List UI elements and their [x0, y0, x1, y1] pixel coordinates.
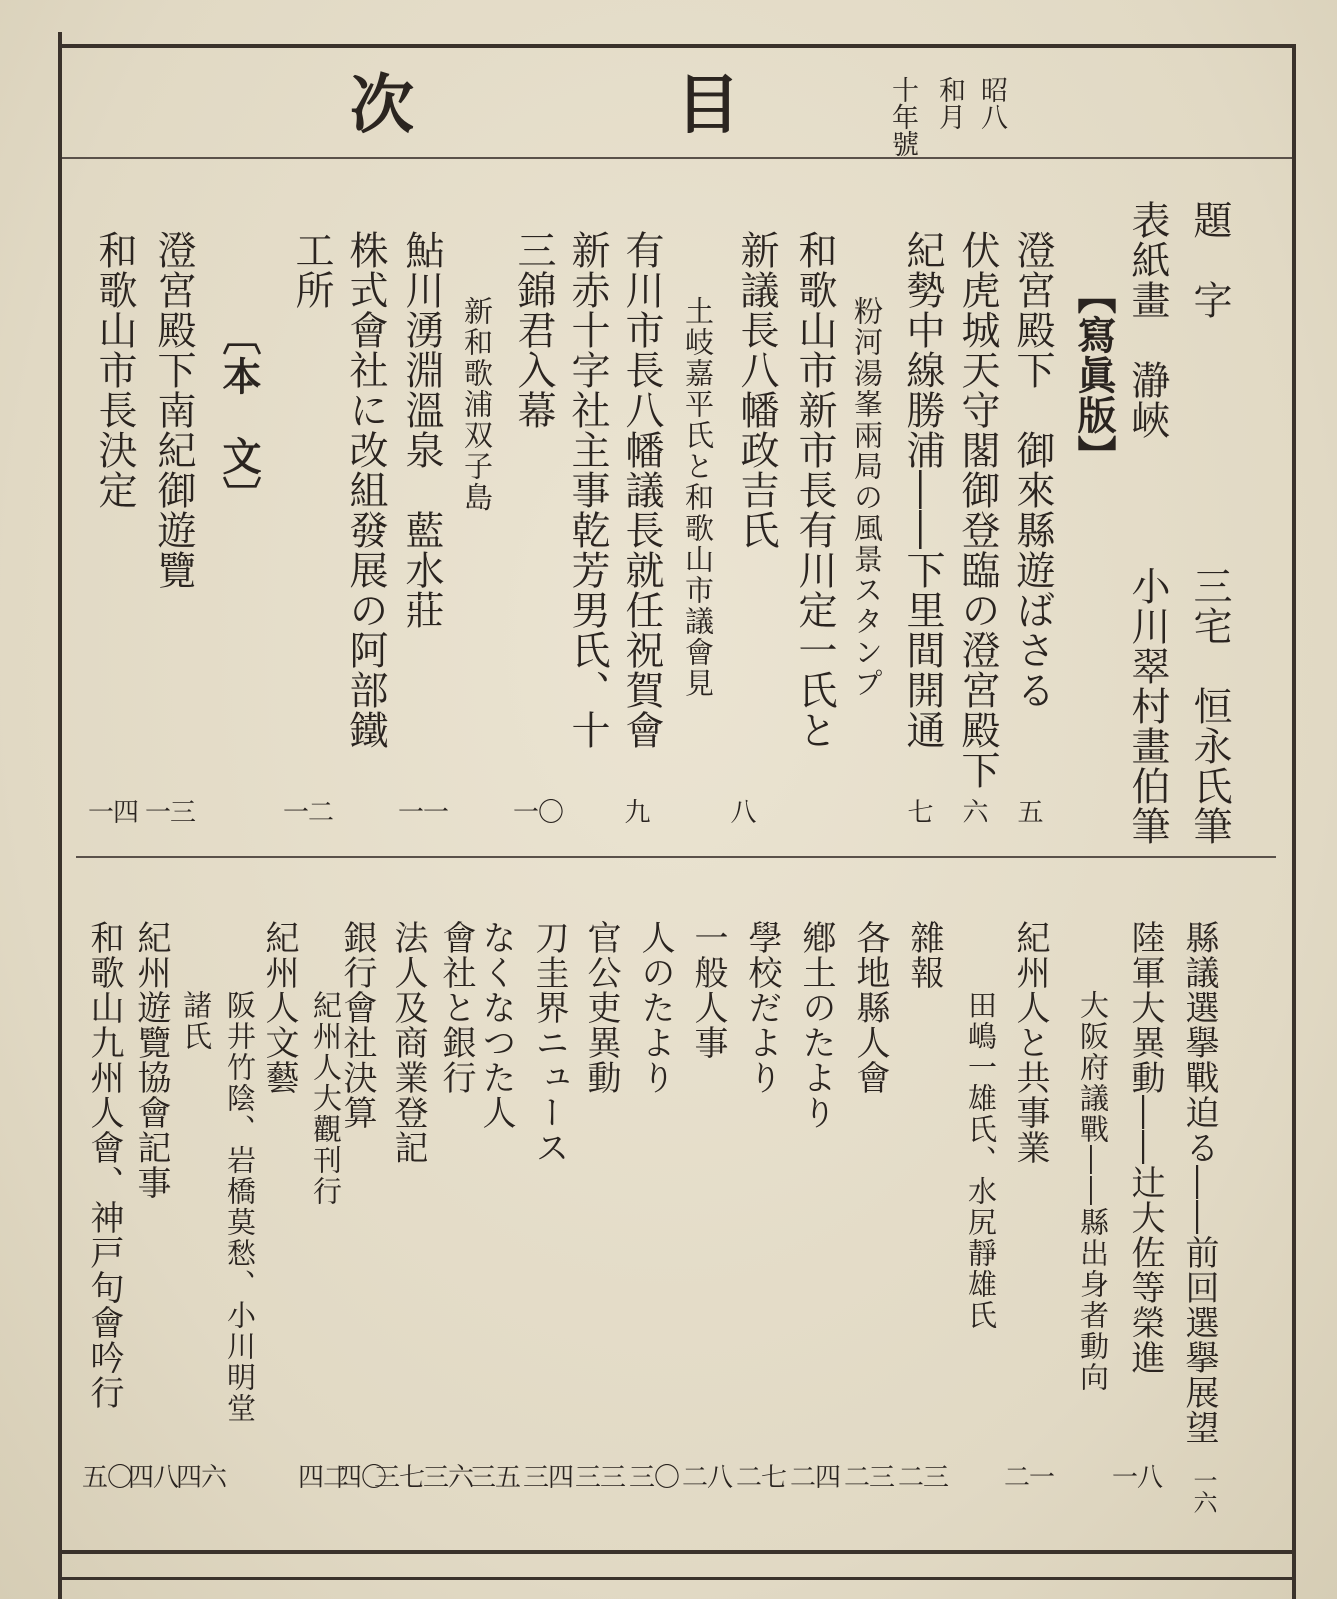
toc-entry[interactable]: 諸氏 — [179, 990, 213, 1052]
page-number: 一二 — [283, 798, 334, 828]
toc-entry[interactable]: 陸軍大異動――辻大佐等榮進 — [1125, 920, 1165, 1375]
toc-entry[interactable]: 土岐嘉平氏と和歌山市議會見 — [681, 296, 715, 699]
toc-entry[interactable]: 粉河湯峯兩局の風景スタンプ — [850, 296, 884, 699]
toc-entry[interactable]: 銀行會社決算 — [337, 920, 377, 1130]
page-number: 五〇 — [82, 1463, 133, 1493]
toc-entry[interactable]: 紀勢中線勝浦――下里間開通 — [900, 230, 945, 750]
toc-entry-author: 三宅 恒永氏筆 — [1187, 566, 1232, 846]
toc-entry[interactable]: 紀州遊覽協會記事 — [131, 920, 171, 1200]
page-number: 三〇 — [629, 1463, 680, 1493]
page-number: 四六 — [176, 1463, 227, 1493]
toc-entry[interactable]: 株式會社に改組發展の阿部鐵 — [343, 230, 388, 750]
page-number: 二三 — [898, 1463, 949, 1493]
toc-entry[interactable]: 有川市長八幡議長就任祝賀會 — [619, 230, 664, 750]
page-number: 三七 — [374, 1463, 425, 1493]
page-number: 一三 — [145, 798, 196, 828]
toc-entry[interactable]: 紀州人と共事業 — [1010, 920, 1050, 1165]
toc-entry[interactable]: 法人及商業登記 — [388, 920, 428, 1165]
page-number: 一一 — [398, 798, 449, 828]
toc-entry[interactable]: 澄宮殿下南紀御遊覽 — [151, 230, 196, 590]
toc-entry[interactable]: 新議長八幡政吉氏 — [734, 230, 779, 550]
section-heading-photos: 【寫眞版】 — [1071, 275, 1117, 475]
frame-border-left — [58, 32, 62, 1599]
toc-entry[interactable]: 縣議選擧戰迫る――前回選擧展望 — [1179, 920, 1219, 1445]
toc-entry[interactable]: 和歌山九州人會、神戸句會吟行 — [84, 920, 124, 1410]
page-number: 六 — [962, 798, 988, 828]
toc-entry-author: 小川翠村畫伯筆 — [1125, 566, 1170, 846]
issue-date-line-3: 十年號 — [887, 76, 919, 157]
page-number: 一〇 — [513, 798, 564, 828]
toc-entry[interactable]: 雜報 — [904, 920, 944, 990]
bottom-rule-2 — [58, 1577, 1296, 1580]
toc-entry[interactable]: 大阪府議戰――縣出身者動向 — [1076, 990, 1110, 1393]
toc-entry[interactable]: 會社と銀行 — [436, 920, 476, 1095]
toc-entry[interactable]: 刀圭界ニュース — [529, 920, 569, 1165]
page-title-char-1: 目 — [676, 68, 740, 143]
page-number: 八 — [730, 798, 756, 828]
toc-entry[interactable]: 和歌山市長決定 — [92, 230, 137, 510]
toc-entry[interactable]: 學校だより — [742, 920, 782, 1095]
toc-entry[interactable]: 鮎川湧淵溫泉 藍水莊 — [399, 230, 444, 630]
toc-entry[interactable]: 澄宮殿下 御來縣遊ばさる — [1010, 230, 1055, 710]
page-number: 四八 — [128, 1463, 179, 1493]
toc-entry[interactable]: 新赤十字社主事乾芳男氏、十 — [565, 230, 610, 750]
page-number: 二一 — [1004, 1463, 1055, 1493]
frame-border-right — [1292, 44, 1296, 1599]
page-title-char-2: 次 — [350, 68, 414, 143]
toc-entry[interactable]: 三錦君入幕 — [511, 230, 556, 430]
toc-entry[interactable]: 阪井竹陰、岩橋莫愁、小川明堂 — [223, 990, 257, 1424]
toc-entry[interactable]: 表紙畫 瀞峽 — [1125, 200, 1170, 440]
header-rule — [62, 157, 1292, 159]
page-number: 三六 — [423, 1463, 474, 1493]
toc-entry[interactable]: 田嶋一雄氏、水尻靜雄氏 — [964, 990, 998, 1331]
toc-entry[interactable]: 鄕土のたより — [796, 920, 836, 1130]
toc-entry[interactable]: 紀州人文藝 — [259, 920, 299, 1095]
page-number: 七 — [907, 798, 933, 828]
page-number: 四二 — [298, 1463, 349, 1493]
page-number: 五 — [1017, 798, 1043, 828]
toc-entry[interactable]: 工所 — [289, 230, 334, 310]
page-number: 三三 — [575, 1463, 626, 1493]
frame-border-top — [58, 44, 1296, 48]
toc-entry[interactable]: 人のたより — [635, 920, 675, 1095]
page-number: 二四 — [790, 1463, 841, 1493]
toc-entry[interactable]: 官公吏異動 — [581, 920, 621, 1095]
section-divider — [76, 856, 1276, 858]
page-number: 一八 — [1112, 1463, 1163, 1493]
page-number: 二三 — [844, 1463, 895, 1493]
page-number: 三五 — [470, 1463, 521, 1493]
section-heading-main-text: 〔本 文〕 — [216, 316, 262, 516]
toc-entry[interactable]: 紀州人大觀刊行 — [309, 990, 343, 1207]
page-number: 一四 — [88, 798, 139, 828]
toc-entry[interactable]: なくなつた人 — [476, 920, 516, 1130]
page-number: 二八 — [682, 1463, 733, 1493]
page-number: 九 — [624, 798, 650, 828]
toc-entry[interactable]: 各地縣人會 — [850, 920, 890, 1095]
issue-date-line-2: 和月 — [934, 76, 966, 130]
page-number: 三四 — [523, 1463, 574, 1493]
issue-date-line-1: 昭八 — [976, 76, 1008, 130]
page-number: 二七 — [736, 1463, 787, 1493]
toc-entry[interactable]: 和歌山市新市長有川定一氏と — [792, 230, 837, 750]
page-number: 一六 — [1189, 1468, 1217, 1512]
toc-entry[interactable]: 題 字 — [1187, 200, 1232, 320]
toc-entry[interactable]: 新和歌浦双子島 — [460, 296, 494, 513]
bottom-rule — [58, 1550, 1296, 1554]
toc-entry[interactable]: 一般人事 — [688, 920, 728, 1060]
toc-entry[interactable]: 伏虎城天守閣御登臨の澄宮殿下 — [955, 230, 1000, 790]
page-number: 四〇 — [336, 1463, 387, 1493]
